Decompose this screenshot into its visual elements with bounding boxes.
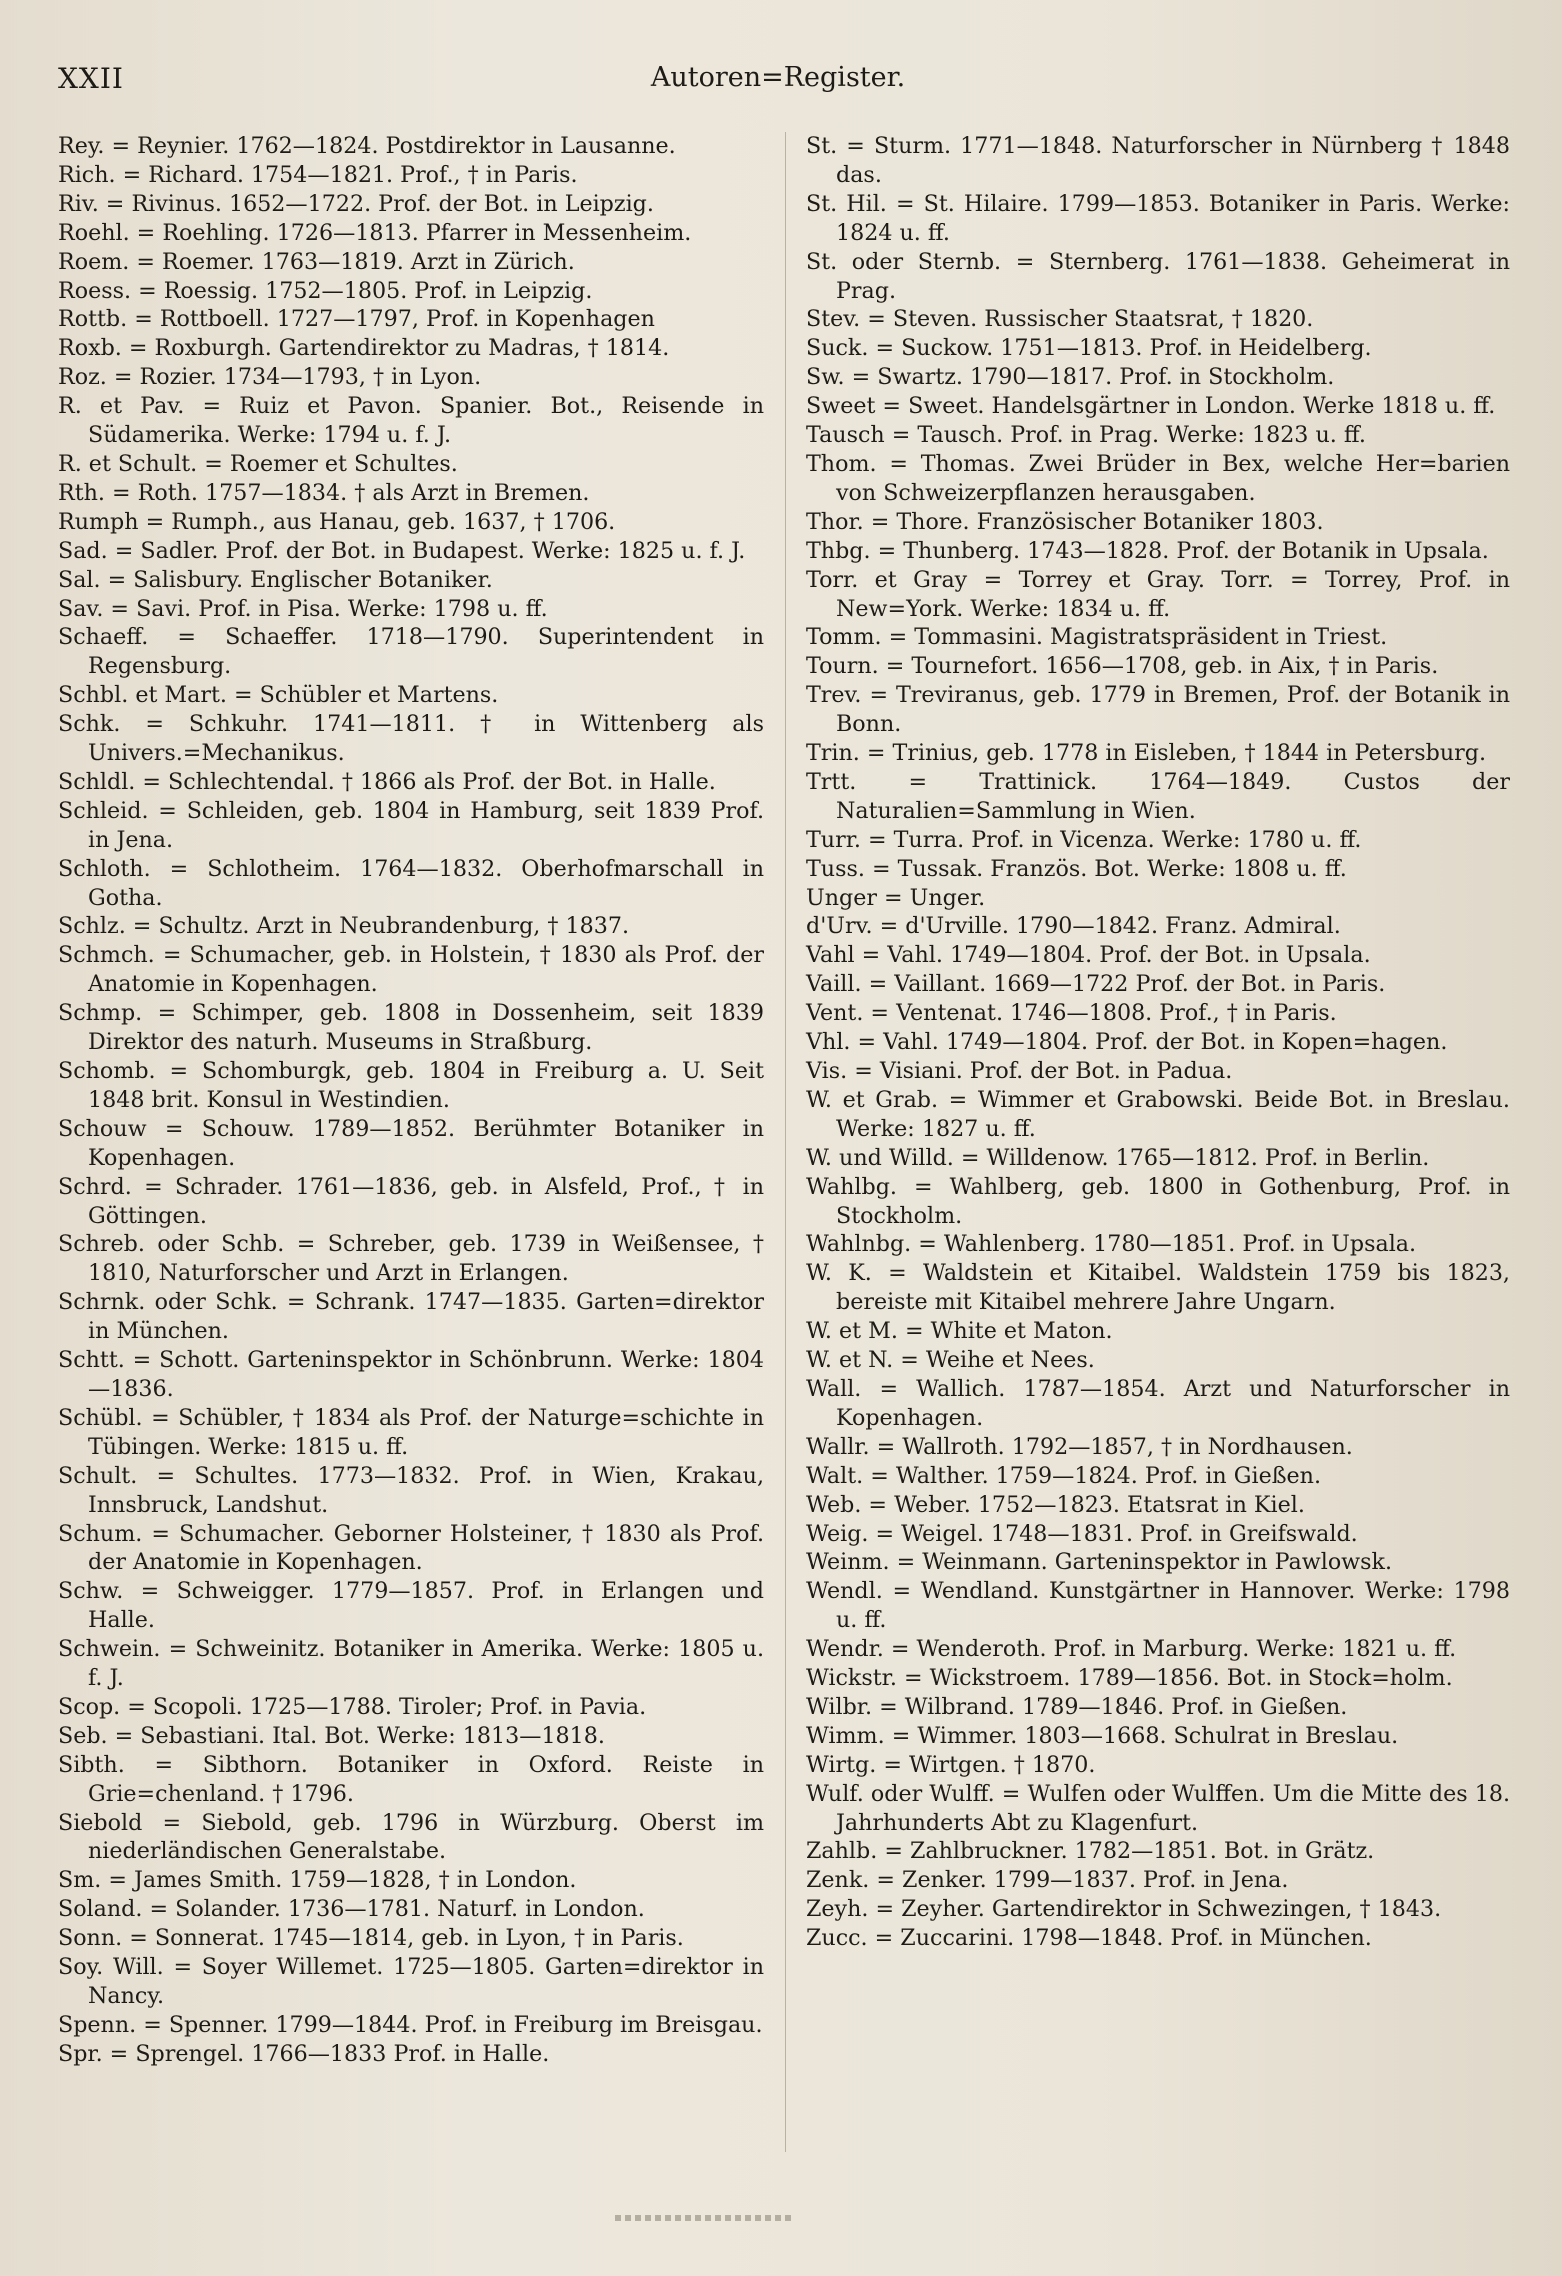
register-entry: Siebold = Siebold, geb. 1796 in Würzburg. Oberst im niederländischen Generalstabe. [58, 1809, 764, 1865]
register-entry: Vhl. = Vahl. 1749—1804. Prof. der Bot. in Kopen=hagen. [806, 1029, 1448, 1056]
register-entry: Riv. = Rivinus. 1652—1722. Prof. der Bot. in Leipzig. [58, 190, 654, 217]
register-entry: Seb. = Sebastiani. Ital. Bot. Werke: 1813—1818. [58, 1722, 605, 1749]
register-entry: W. und Willd. = Willdenow. 1765—1812. Prof. in Berlin. [806, 1144, 1430, 1171]
register-entry: Schrd. = Schrader. 1761—1836, geb. in Alsfeld, Prof., † in Göttingen. [58, 1173, 764, 1229]
register-entry: Wallr. = Wallroth. 1792—1857, † in Nordhausen. [806, 1433, 1353, 1460]
register-entry: Spr. = Sprengel. 1766—1833 Prof. in Halle. [58, 2040, 550, 2067]
register-entry: Trin. = Trinius, geb. 1778 in Eisleben, † 1844 in Petersburg. [806, 740, 1487, 767]
register-entry: Schaeff. = Schaeffer. 1718—1790. Superintendent in Regensburg. [58, 624, 764, 680]
register-entry: Schw. = Schweigger. 1779—1857. Prof. in Erlangen und Halle. [58, 1578, 764, 1634]
register-entry: Vaill. = Vaillant. 1669—1722 Prof. der Bot. in Paris. [806, 971, 1386, 998]
register-entry: W. K. = Waldstein et Kitaibel. Waldstein 1759 bis 1823, bereiste mit Kitaibel mehrere Jahre Ungarn. [806, 1260, 1510, 1316]
register-entry: Tourn. = Tournefort. 1656—1708, geb. in Aix, † in Paris. [806, 653, 1439, 680]
register-entry: Wall. = Wallich. 1787—1854. Arzt und Naturforscher in Kopenhagen. [806, 1375, 1510, 1431]
register-entry: Roehl. = Roehling. 1726—1813. Pfarrer in Messenheim. [58, 219, 692, 246]
register-entry: Rth. = Roth. 1757—1834. † als Arzt in Bremen. [58, 479, 590, 506]
register-entry: Schmp. = Schimper, geb. 1808 in Dossenheim, seit 1839 Direktor des naturh. Museums in Straßburg. [58, 1000, 764, 1056]
register-entry: Sw. = Swartz. 1790—1817. Prof. in Stockholm. [806, 364, 1335, 391]
register-entry: R. et Pav. = Ruiz et Pavon. Spanier. Bot., Reisende in Südamerika. Werke: 1794 u. f. J. [58, 393, 764, 449]
register-entry: Stev. = Steven. Russischer Staatsrat, † 1820. [806, 306, 1314, 333]
register-entry: d'Urv. = d'Urville. 1790—1842. Franz. Admiral. [806, 913, 1341, 940]
register-entry: Wahlbg. = Wahlberg, geb. 1800 in Gothenburg, Prof. in Stockholm. [806, 1173, 1510, 1229]
register-entry: Schbl. et Mart. = Schübler et Martens. [58, 682, 499, 709]
page-header [58, 62, 1498, 102]
register-entry: St. oder Sternb. = Sternberg. 1761—1838. Geheimerat in Prag. [806, 248, 1510, 304]
register-entry: Schreb. oder Schb. = Schreber, geb. 1739 in Weißensee, † 1810, Naturforscher und Arzt in Erlangen. [58, 1231, 764, 1287]
register-entry: St. = Sturm. 1771—1848. Naturforscher in Nürnberg † 1848 das. [806, 133, 1510, 188]
register-entry: Schübl. = Schübler, † 1834 als Prof. der Naturge=schichte in Tübingen. Werke: 1815 u. ff. [58, 1404, 764, 1460]
register-entry: Weinm. = Weinmann. Garteninspektor in Pawlowsk. [806, 1549, 1393, 1576]
register-entry: Wahlnbg. = Wahlenberg. 1780—1851. Prof. in Upsala. [806, 1231, 1417, 1258]
register-entry: Sweet = Sweet. Handelsgärtner in London. Werke 1818 u. ff. [806, 393, 1496, 420]
register-entry: Zucc. = Zuccarini. 1798—1848. Prof. in München. [806, 1925, 1372, 1952]
register-entry: Thbg. = Thunberg. 1743—1828. Prof. der Botanik in Upsala. [806, 537, 1489, 564]
register-entry: Wickstr. = Wickstroem. 1789—1856. Bot. in Stock=holm. [806, 1665, 1453, 1692]
register-entry: Wendr. = Wenderoth. Prof. in Marburg. Werke: 1821 u. ff. [806, 1636, 1457, 1663]
register-entry: Sav. = Savi. Prof. in Pisa. Werke: 1798 u. ff. [58, 595, 548, 622]
register-entry: Zeyh. = Zeyher. Gartendirektor in Schwezingen, † 1843. [806, 1896, 1442, 1923]
page-number: XXII [58, 62, 124, 95]
register-entry: Wirtg. = Wirtgen. † 1870. [806, 1751, 1096, 1778]
register-entry: Schk. = Schkuhr. 1741—1811. † in Wittenberg als Univers.=Mechanikus. [58, 711, 764, 767]
register-entry: Schomb. = Schomburgk, geb. 1804 in Freiburg a. U. Seit 1848 brit. Konsul in Westindien. [58, 1058, 764, 1113]
register-entry: Schwein. = Schweinitz. Botaniker in Amerika. Werke: 1805 u. f. J. [58, 1636, 764, 1692]
register-entry: Sal. = Salisbury. Englischer Botaniker. [58, 566, 493, 593]
register-entry: Rich. = Richard. 1754—1821. Prof., † in Paris. [58, 161, 578, 188]
right-column [806, 132, 1510, 1953]
register-entry: Wimm. = Wimmer. 1803—1668. Schulrat in Breslau. [806, 1722, 1399, 1749]
register-entry: Schloth. = Schlotheim. 1764—1832. Oberhofmarschall in Gotha. [58, 855, 764, 911]
register-entry: Schouw = Schouw. 1789—1852. Berühmter Botaniker in Kopenhagen. [58, 1115, 764, 1171]
register-entry: Schrnk. oder Schk. = Schrank. 1747—1835. Garten=direktor in München. [58, 1289, 764, 1345]
register-entry: Tomm. = Tommasini. Magistratspräsident in Triest. [806, 624, 1388, 651]
register-entry: Weig. = Weigel. 1748—1831. Prof. in Greifswald. [806, 1520, 1358, 1547]
register-entry: Soland. = Solander. 1736—1781. Naturf. in London. [58, 1896, 645, 1923]
register-entry: W. et N. = Weihe et Nees. [806, 1347, 1095, 1374]
register-entry: R. et Schult. = Roemer et Schultes. [58, 450, 458, 477]
register-entry: Trtt. = Trattinick. 1764—1849. Custos der Naturalien=Sammlung in Wien. [806, 768, 1510, 824]
register-entry: Walt. = Walther. 1759—1824. Prof. in Gießen. [806, 1462, 1321, 1489]
register-entry: Rumph = Rumph., aus Hanau, geb. 1637, † 1706. [58, 508, 616, 535]
register-entry: Thor. = Thore. Französischer Botaniker 1803. [806, 508, 1324, 535]
register-entry: Tausch = Tausch. Prof. in Prag. Werke: 1823 u. ff. [806, 422, 1366, 449]
register-entry: Zahlb. = Zahlbruckner. 1782—1851. Bot. in Grätz. [806, 1838, 1375, 1865]
register-entry: Wilbr. = Wilbrand. 1789—1846. Prof. in Gießen. [806, 1693, 1348, 1720]
register-entry: Sm. = James Smith. 1759—1828, † in London. [58, 1867, 577, 1894]
register-entry: Vent. = Ventenat. 1746—1808. Prof., † in Paris. [806, 1000, 1337, 1027]
register-entry: Sonn. = Sonnerat. 1745—1814, geb. in Lyon, † in Paris. [58, 1925, 684, 1952]
register-entry: Wendl. = Wendland. Kunstgärtner in Hannover. Werke: 1798 u. ff. [806, 1578, 1510, 1634]
register-entry: Thom. = Thomas. Zwei Brüder in Bex, welche Her=barien von Schweizerpflanzen herausgaben. [806, 450, 1510, 506]
register-entry: Vahl = Vahl. 1749—1804. Prof. der Bot. in Upsala. [806, 942, 1371, 969]
register-entry: Suck. = Suckow. 1751—1813. Prof. in Heidelberg. [806, 335, 1372, 362]
register-entry: Vis. = Visiani. Prof. der Bot. in Padua. [806, 1058, 1233, 1084]
register-entry: Unger = Unger. [806, 884, 986, 911]
register-entry: Schmch. = Schumacher, geb. in Holstein, † 1830 als Prof. der Anatomie in Kopenhagen. [58, 942, 764, 998]
register-entry: Zenk. = Zenker. 1799—1837. Prof. in Jena. [806, 1867, 1289, 1894]
left-column [58, 132, 764, 2069]
register-entry: Torr. et Gray = Torrey et Gray. Torr. = Torrey, Prof. in New=York. Werke: 1834 u. ff. [806, 566, 1510, 622]
register-entry: Spenn. = Spenner. 1799—1844. Prof. in Freiburg im Breisgau. [58, 2011, 763, 2038]
register-entry: Schult. = Schultes. 1773—1832. Prof. in Wien, Krakau, Innsbruck, Landshut. [58, 1462, 764, 1518]
running-title: Autoren=Register. [650, 62, 906, 93]
register-entry: St. Hil. = St. Hilaire. 1799—1853. Botaniker in Paris. Werke: 1824 u. ff. [806, 190, 1510, 246]
column-divider [785, 132, 786, 2152]
register-entry: Schldl. = Schlechtendal. † 1866 als Prof. der Bot. in Halle. [58, 768, 716, 795]
footer-ornament [615, 2215, 795, 2221]
register-entry: Tuss. = Tussak. Französ. Bot. Werke: 1808 u. ff. [806, 855, 1347, 882]
register-entry: Rottb. = Rottboell. 1727—1797, Prof. in Kopenhagen [58, 306, 655, 333]
register-entry: Sad. = Sadler. Prof. der Bot. in Budapest. Werke: 1825 u. f. J. [58, 537, 746, 564]
register-entry: Soy. Will. = Soyer Willemet. 1725—1805. Garten=direktor in Nancy. [58, 1954, 764, 2009]
register-entry: Schum. = Schumacher. Geborner Holsteiner, † 1830 als Prof. der Anatomie in Kopenhagen. [58, 1520, 764, 1576]
register-entry: Trev. = Treviranus, geb. 1779 in Bremen, Prof. der Botanik in Bonn. [806, 682, 1510, 738]
register-entry: Roxb. = Roxburgh. Gartendirektor zu Madras, † 1814. [58, 335, 670, 362]
register-entry: Web. = Weber. 1752—1823. Etatsrat in Kiel. [806, 1491, 1305, 1518]
register-entry: Sibth. = Sibthorn. Botaniker in Oxford. Reiste in Grie=chenland. † 1796. [58, 1751, 764, 1807]
register-entry: Scop. = Scopoli. 1725—1788. Tiroler; Prof. in Pavia. [58, 1693, 647, 1720]
register-entry: Turr. = Turra. Prof. in Vicenza. Werke: 1780 u. ff. [806, 826, 1362, 853]
register-entry: Roz. = Rozier. 1734—1793, † in Lyon. [58, 364, 482, 391]
register-entry: Roess. = Roessig. 1752—1805. Prof. in Leipzig. [58, 277, 593, 304]
register-entry: Schtt. = Schott. Garteninspektor in Schönbrunn. Werke: 1804—1836. [58, 1347, 764, 1402]
register-entry: W. et Grab. = Wimmer et Grabowski. Beide Bot. in Breslau. Werke: 1827 u. ff. [806, 1086, 1510, 1142]
register-entry: Schleid. = Schleiden, geb. 1804 in Hamburg, seit 1839 Prof. in Jena. [58, 797, 764, 853]
register-entry: Wulf. oder Wulff. = Wulfen oder Wulffen. Um die Mitte des 18. Jahrhunderts Abt zu Klagenfurt. [806, 1780, 1510, 1836]
register-entry: W. et M. = White et Maton. [806, 1318, 1113, 1345]
register-entry: Schlz. = Schultz. Arzt in Neubrandenburg, † 1837. [58, 913, 630, 940]
register-entry: Rey. = Reynier. 1762—1824. Postdirektor in Lausanne. [58, 133, 676, 159]
register-entry: Roem. = Roemer. 1763—1819. Arzt in Zürich. [58, 248, 575, 275]
